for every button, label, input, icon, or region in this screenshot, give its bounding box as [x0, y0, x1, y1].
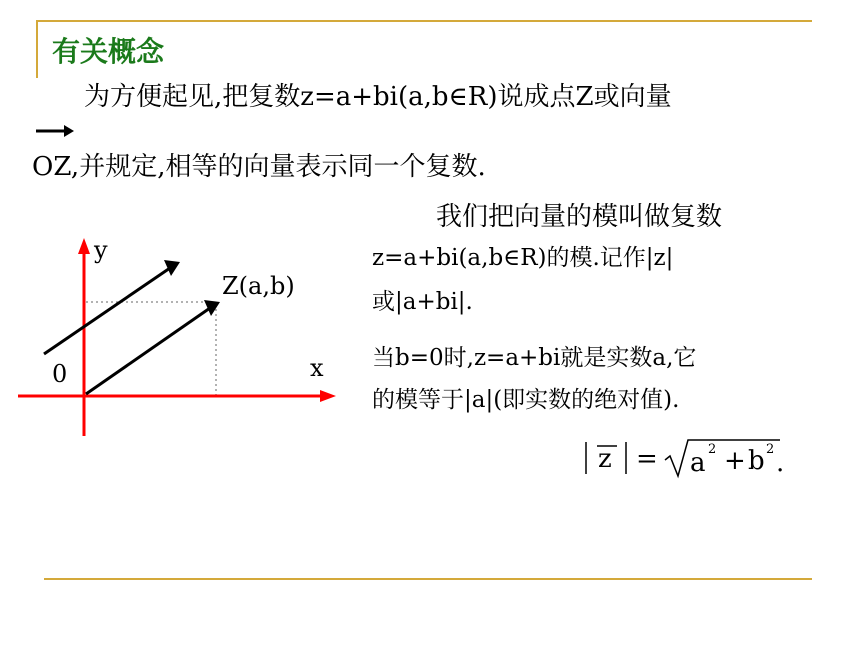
formula-equals: = — [636, 444, 658, 474]
slide-heading: 有关概念 — [52, 35, 165, 68]
x-axis-label: x — [310, 354, 324, 382]
para3-line1: 当b=0时,z=a+bi就是实数a,它 — [372, 345, 697, 371]
para3-line2: 的模等于|a|(即实数的绝对值). — [372, 387, 680, 413]
para2-line2: z=a+bi(a,b∈R)的模.记作|z| — [372, 245, 674, 271]
origin-label: 0 — [52, 360, 68, 388]
bottom-rule — [44, 578, 812, 580]
point-z-label: Z(a,b) — [222, 272, 295, 300]
formula-period: . — [776, 448, 785, 478]
formula-exp-b: 2 — [766, 442, 775, 457]
para2-line1: 我们把向量的模叫做复数 — [436, 202, 723, 232]
y-axis-label: y — [94, 236, 108, 264]
formula-b: b — [748, 446, 765, 476]
para1-line2: OZ,并规定,相等的向量表示同一个复数. — [32, 152, 486, 182]
formula-z: z — [598, 444, 612, 474]
formula-plus: + — [724, 446, 746, 476]
para2-line3: 或|a+bi|. — [372, 289, 473, 315]
formula-a: a — [690, 448, 706, 478]
para1-line1: 为方便起见,把复数z=a+bi(a,b∈R)说成点Z或向量 — [84, 82, 672, 112]
formula-exp-a: 2 — [708, 442, 717, 457]
